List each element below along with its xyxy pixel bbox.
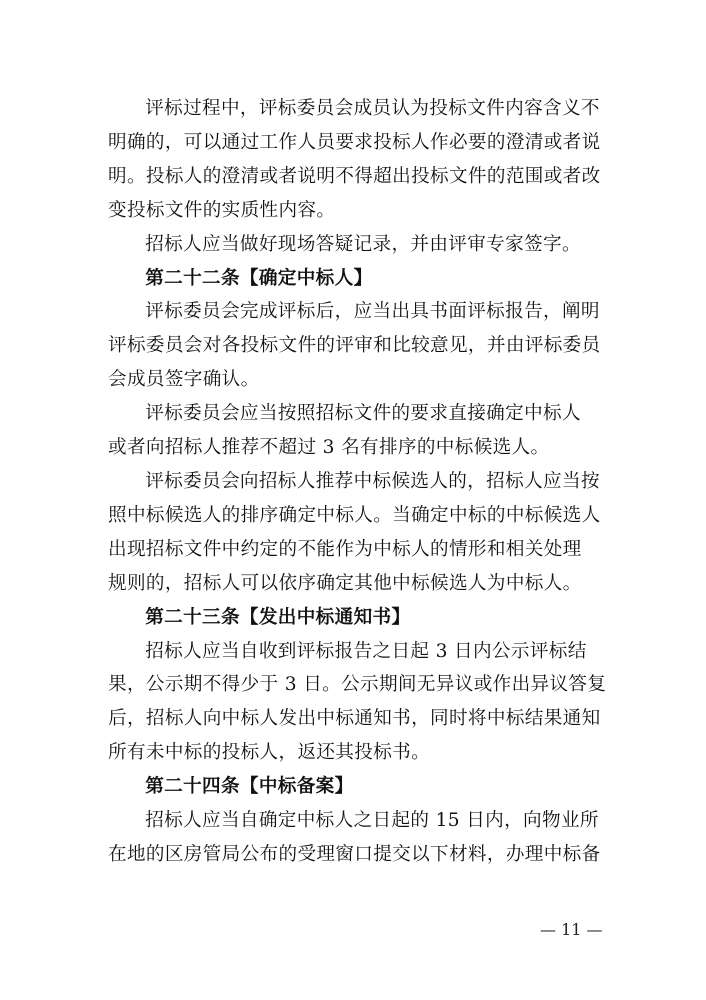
paragraph (108, 295, 602, 397)
text-line: 所有未中标的投标人，返还其投标书。 (108, 742, 431, 764)
paragraph (108, 228, 602, 262)
paragraph (108, 92, 602, 228)
text-line: 明确的，可以通过工作人员要求投标人作必要的澄清或者说 (108, 131, 601, 153)
heading-text: 第二十四条【中标备案】 (145, 776, 354, 798)
paragraph (108, 465, 602, 601)
text-line: 评标委员会完成评标后，应当出具书面评标报告，阐明 (145, 301, 600, 323)
paragraph (108, 635, 607, 771)
heading-text: 第二十三条【发出中标通知书】 (145, 606, 411, 628)
text-line: 会成员签字确认。 (108, 369, 260, 391)
paragraph (108, 804, 602, 872)
text-line: 变投标文件的实质性内容。 (108, 199, 336, 221)
page-number: — 11 — (540, 920, 603, 939)
paragraph (108, 397, 602, 465)
text-line: 招标人应当做好现场答疑记录，并由评审专家签字。 (145, 233, 581, 255)
text-line: 果，公示期不得少于 3 日。公示期间无异议或作出异议答复 (108, 674, 607, 696)
text-line: 评标过程中，评标委员会成员认为投标文件内容含义不 (145, 98, 600, 119)
heading-text: 第二十二条【确定中标人】 (145, 267, 373, 289)
text-line: 招标人应当自收到评标报告之日起 3 日内公示评标结 (145, 640, 587, 662)
document-body (108, 92, 607, 872)
article-heading (108, 262, 602, 296)
text-line: 出现招标文件中约定的不能作为中标人的情形和相关处理 (108, 538, 582, 560)
text-line: 招标人应当自确定中标人之日起的 15 日内，向物业所 (145, 810, 599, 832)
text-line: 评标委员会对各投标文件的评审和比较意见，并由评标委员 (108, 335, 601, 357)
text-line: 后，招标人向中标人发出中标通知书，同时将中标结果通知 (108, 708, 601, 730)
text-line: 或者向招标人推荐不超过 3 名有排序的中标候选人。 (108, 437, 550, 459)
article-heading (108, 770, 602, 804)
text-line: 规则的，招标人可以依序确定其他中标候选人为中标人。 (108, 572, 582, 594)
text-line: 评标委员会应当按照招标文件的要求直接确定中标人 (145, 403, 581, 425)
text-line: 明。投标人的澄清或者说明不得超出投标文件的范围或者改 (108, 165, 601, 187)
text-line: 在地的区房管局公布的受理窗口提交以下材料，办理中标备 (108, 843, 601, 865)
text-line: 照中标候选人的排序确定中标人。当确定中标的中标候选人 (108, 504, 601, 526)
text-line: 评标委员会向招标人推荐中标候选人的，招标人应当按 (145, 470, 600, 492)
article-heading (108, 601, 602, 635)
